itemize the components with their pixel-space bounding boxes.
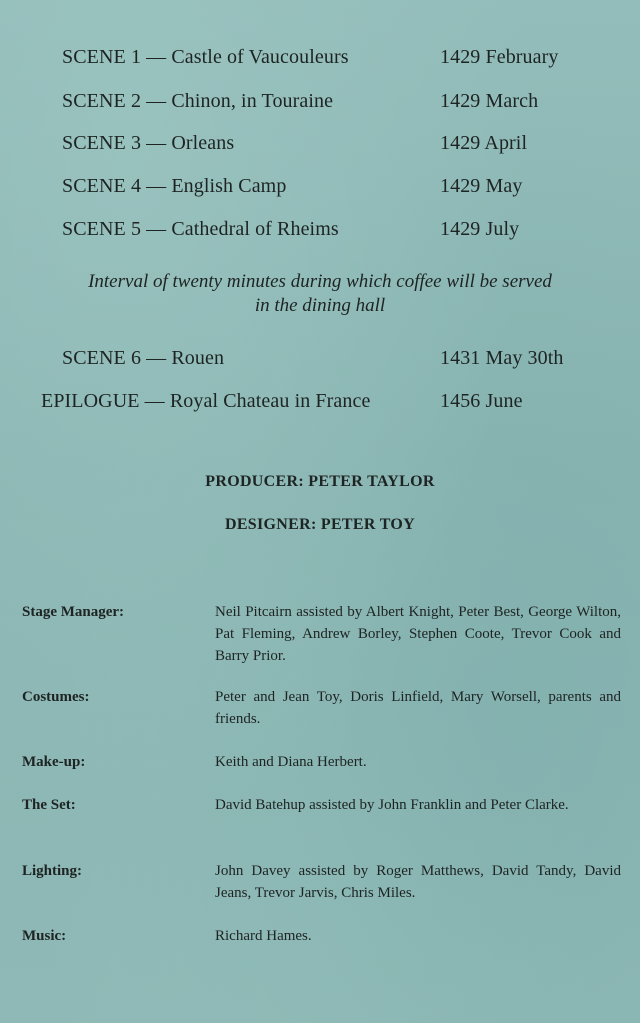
crew-names: Keith and Diana Herbert. xyxy=(215,754,367,770)
scene-label: EPILOGUE — Royal Chateau in France xyxy=(41,390,371,412)
scene-date: 1429 July xyxy=(440,218,520,240)
interval-line-1: Interval of twenty minutes during which coffee will be served xyxy=(88,271,552,292)
crew-names: David Batehup assisted by John Franklin and Peter Clarke. xyxy=(215,797,569,813)
crew-role: Costumes: xyxy=(22,689,90,705)
crew-role: The Set: xyxy=(22,797,76,813)
interval-note xyxy=(0,270,640,318)
scene-label: SCENE 2 — Chinon, in Touraine xyxy=(62,90,334,112)
scene-date: 1429 May xyxy=(440,175,523,197)
scene-label: SCENE 1 — Castle of Vaucouleurs xyxy=(62,46,349,68)
crew-names: Neil Pitcairn assisted by Albert Knight, Peter Best, George Wilton, Pat Fleming, Andrew Borley, Stephen Coote, Trevor Cook and Barry Prior. xyxy=(215,604,621,664)
scene-date: 1429 February xyxy=(440,46,559,68)
scene-date: 1431 May 30th xyxy=(440,347,564,369)
crew-role: Stage Manager: xyxy=(22,604,125,620)
scene-date: 1456 June xyxy=(440,390,523,412)
crew-names: John Davey assisted by Roger Matthews, David Tandy, David Jeans, Trevor Jarvis, Chris Miles. xyxy=(215,863,621,901)
designer-credit: DESIGNER: PETER TOY xyxy=(224,516,416,533)
crew-role: Lighting: xyxy=(22,863,83,879)
crew-role: Music: xyxy=(22,928,67,944)
producer-credit: PRODUCER: PETER TAYLOR xyxy=(205,473,435,490)
scene-label: SCENE 6 — Rouen xyxy=(62,347,225,369)
scene-label: SCENE 3 — Orleans xyxy=(62,132,235,154)
scene-label: SCENE 4 — English Camp xyxy=(62,175,287,197)
crew-role: Make-up: xyxy=(22,754,86,770)
crew-names: Peter and Jean Toy, Doris Linfield, Mary Worsell, parents and friends. xyxy=(215,689,621,727)
interval-line-2: in the dining hall xyxy=(254,295,386,316)
crew-names: Richard Hames. xyxy=(215,928,312,944)
scene-label: SCENE 5 — Cathedral of Rheims xyxy=(62,218,339,240)
scene-date: 1429 March xyxy=(440,90,539,112)
scene-date: 1429 April xyxy=(440,132,528,154)
